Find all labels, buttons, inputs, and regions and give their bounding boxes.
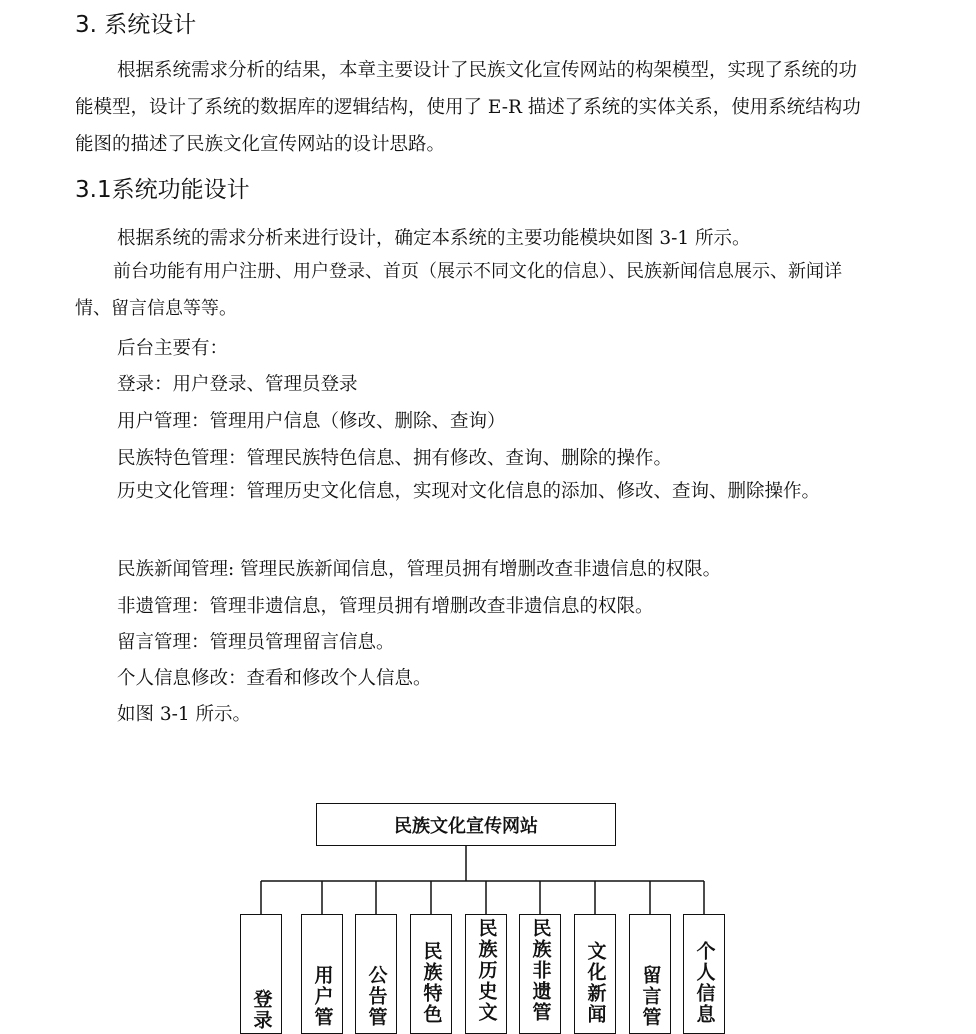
diagram-root-label: 民族文化宣传网站 <box>394 815 538 837</box>
diagram-node-label: 民族非遗管 <box>529 918 552 1023</box>
subsection-heading: 3.1系统功能设计 <box>75 177 250 203</box>
section-intro-paragraph: 根据系统需求分析的结果，本章主要设计了民族文化宣传网站的构架模型，实现了系统的功能模型，设计了系统的数据库的逻辑结构，使用了 E-R 描述了系统的实体关系，使用系统结构功能图的描述了民族文化宣传网站的设计思路。 <box>75 60 861 155</box>
backend-title: 后台主要有： <box>117 338 229 359</box>
diagram-root-node <box>316 803 616 846</box>
diagram-node-label: 公告管 <box>365 965 388 1028</box>
backend-item-news-management: 民族新闻管理: 管理民族新闻信息，管理员拥有增删改查非遗信息的权限。 <box>117 559 722 580</box>
diagram-node-ethnic-heritage <box>519 914 561 1034</box>
diagram-node-message-management <box>629 914 671 1034</box>
diagram-node-label: 登录 <box>250 989 273 1031</box>
figure-reference: 如图 3-1 所示。 <box>117 704 252 725</box>
diagram-node-label: 用户管 <box>311 965 334 1028</box>
backend-item-message-management: 留言管理：管理员管理留言信息。 <box>117 632 395 653</box>
diagram-node-label: 民族历史文 <box>475 918 498 1023</box>
diagram-node-ethnic-features <box>410 914 452 1034</box>
diagram-node-label: 个人信息 <box>693 941 716 1025</box>
diagram-node-culture-news <box>574 914 616 1034</box>
paragraph-frontend: 前台功能有用户注册、用户登录、首页（展示不同文化的信息）、民族新闻信息展示、新闻详情、留言信息等等。 <box>75 261 842 319</box>
backend-item-profile: 个人信息修改：查看和修改个人信息。 <box>117 668 432 689</box>
backend-item-history-culture-management: 历史文化管理：管理历史文化信息，实现对文化信息的添加、修改、查询、删除操作。 <box>117 481 821 502</box>
diagram-node-label: 留言管 <box>639 965 662 1028</box>
diagram-node-ethnic-history <box>465 914 507 1034</box>
diagram-node-label: 民族特色 <box>420 941 443 1025</box>
section-heading: 3. 系统设计 <box>75 12 197 38</box>
function-structure-diagram <box>0 790 976 1031</box>
paragraph-modules: 根据系统的需求分析来进行设计，确定本系统的主要功能模块如图 3-1 所示。 <box>117 228 751 249</box>
diagram-node-label: 文化新闻 <box>584 941 607 1025</box>
diagram-node-user-management <box>301 914 343 1034</box>
backend-item-heritage-management: 非遗管理：管理非遗信息，管理员拥有增删改查非遗信息的权限。 <box>117 596 654 617</box>
backend-item-user-management: 用户管理：管理用户信息（修改、删除、查询） <box>117 411 506 432</box>
diagram-node-notice-management <box>355 914 397 1034</box>
diagram-node-personal-info <box>683 914 725 1034</box>
backend-item-ethnic-feature-management: 民族特色管理：管理民族特色信息、拥有修改、查询、删除的操作。 <box>117 448 673 469</box>
backend-item-login: 登录：用户登录、管理员登录 <box>117 374 358 395</box>
diagram-node-login <box>240 914 282 1034</box>
